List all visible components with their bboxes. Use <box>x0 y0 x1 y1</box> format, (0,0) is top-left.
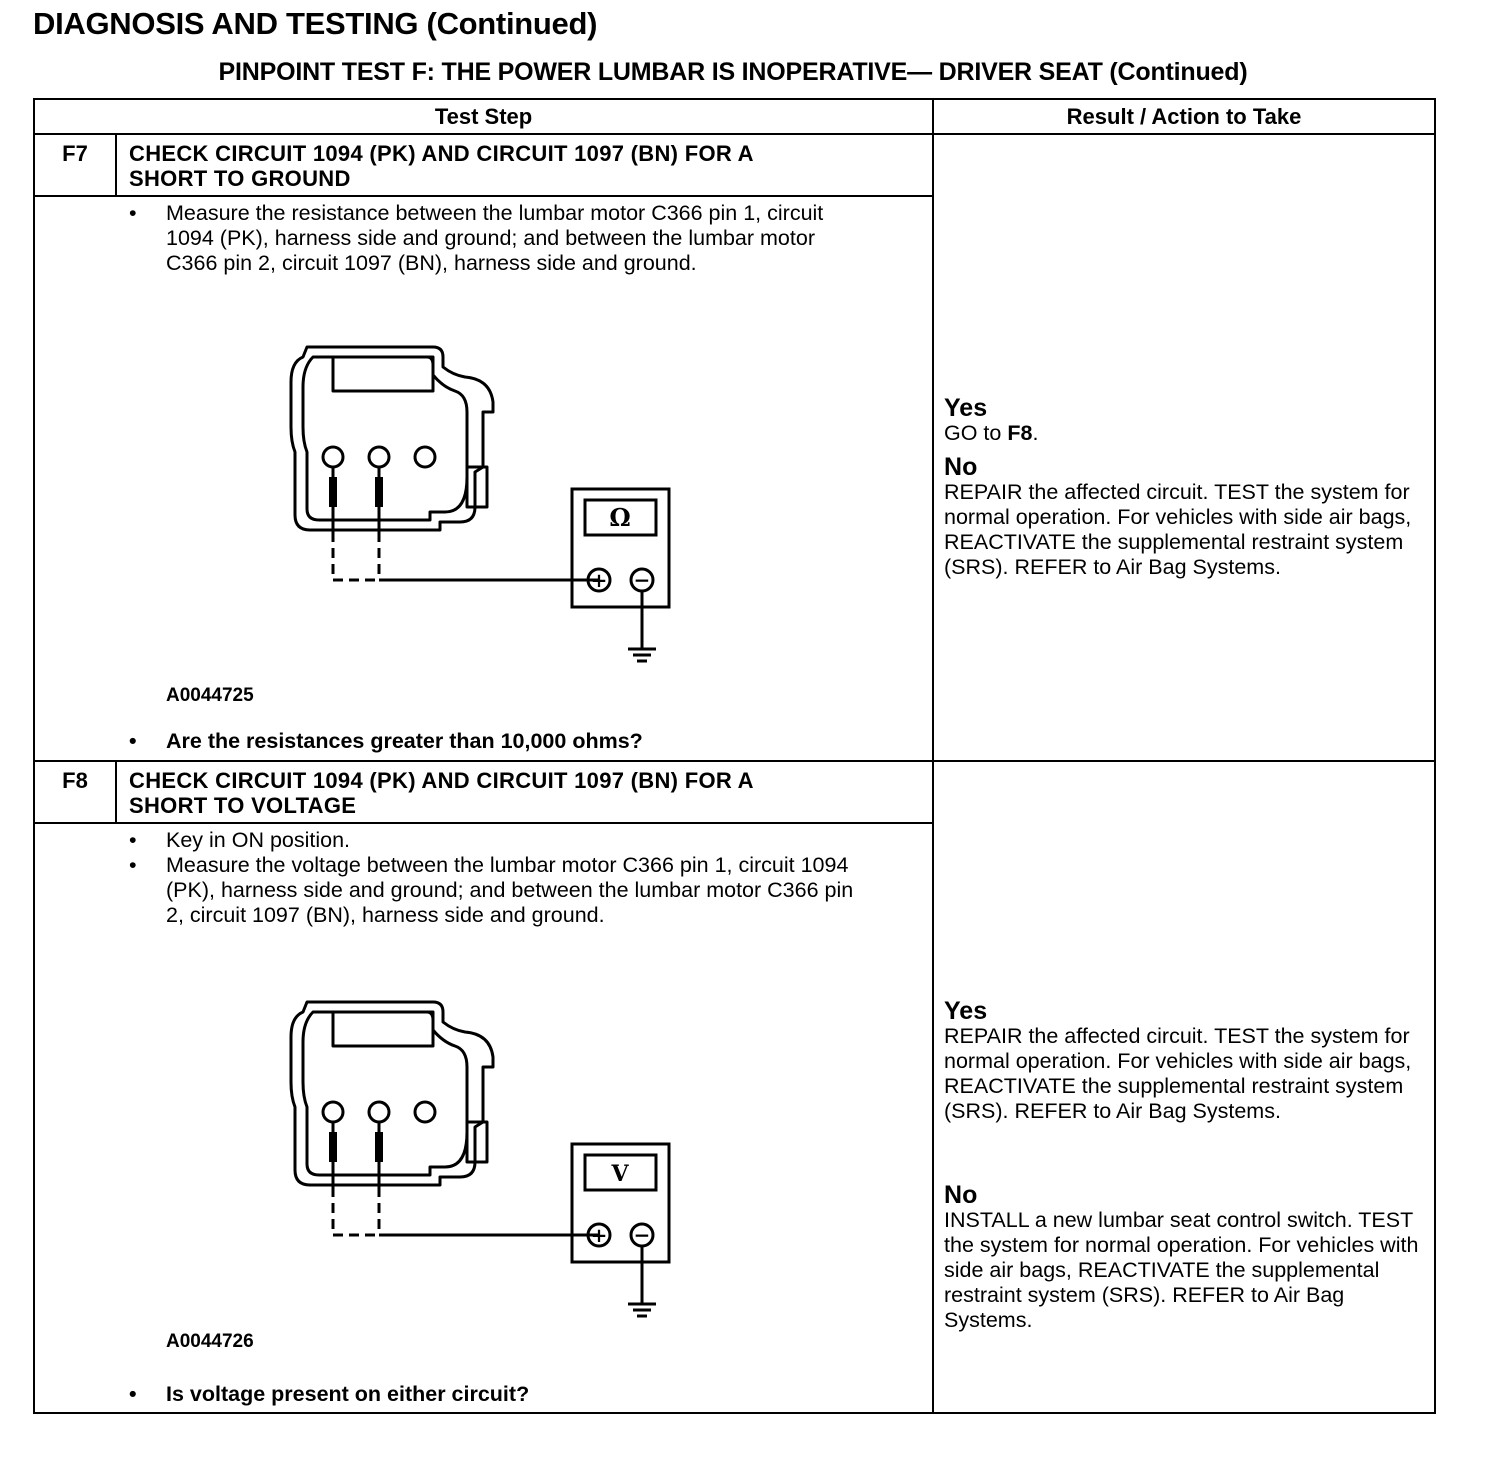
connector-meter-diagram <box>215 327 735 707</box>
pin-2-icon <box>369 447 389 467</box>
connector-meter-diagram <box>215 982 735 1362</box>
step-title-line: SHORT TO VOLTAGE <box>129 793 357 818</box>
figure-id: A0044725 <box>166 685 254 706</box>
yes-action-text: GO to <box>944 421 1008 445</box>
question-item: • Is voltage present on either circuit? <box>166 1382 569 1407</box>
connector-inner-shell <box>303 1012 467 1175</box>
step-title <box>116 761 933 823</box>
pin-2-icon <box>369 1102 389 1122</box>
table-header-row <box>34 99 1435 134</box>
pin-3-icon <box>415 1102 435 1122</box>
step-title-line: SHORT TO GROUND <box>129 166 351 191</box>
plus-symbol: + <box>590 568 608 592</box>
no-label: No <box>944 1181 978 1209</box>
plus-symbol: + <box>590 1223 608 1247</box>
jumper-dashed-line <box>333 532 379 580</box>
meter-symbol: V <box>611 1161 629 1187</box>
instruction-item: • Measure the resistance between the lumbar motor C366 pin 1, circuit 1094 (PK), harness side and ground; and between the lumbar motor C366 pin 2, circuit 1097 (BN), harness side and ground. <box>166 201 912 276</box>
jumper-dashed-line <box>333 1187 379 1235</box>
step-title-line: CHECK CIRCUIT 1094 (PK) AND CIRCUIT 1097 (BN) FOR A <box>129 768 754 793</box>
pin-1-icon <box>323 447 343 467</box>
connector-inner-shell <box>303 357 467 520</box>
pin-1-icon <box>323 1102 343 1122</box>
probe-1-tip <box>329 1132 337 1162</box>
instruction-list <box>35 201 912 276</box>
question-item: • Are the resistances greater than 10,000 ohms? <box>166 729 683 754</box>
instruction-list <box>35 828 912 928</box>
step-id: F8 <box>34 761 116 823</box>
connector-pins <box>323 1102 435 1122</box>
minus-symbol: − <box>633 568 651 592</box>
connector-c366-icon <box>291 1002 493 1185</box>
minus-symbol: − <box>633 1223 651 1247</box>
no-action: INSTALL a new lumbar seat control switch. TEST the system for normal operation. For vehicles with side air bags, REACTIVATE the supplemental restraint system (SRS). REFER to Air Bag Systems. <box>944 1208 1419 1332</box>
step-title-line: CHECK CIRCUIT 1094 (PK) AND CIRCUIT 1097 (BN) FOR A <box>129 141 754 166</box>
pinpoint-test-table <box>33 98 1436 1414</box>
question-list <box>35 1382 569 1407</box>
probe-2-tip <box>375 1132 383 1162</box>
figure-id: A0044726 <box>166 1331 254 1352</box>
page-title: DIAGNOSIS AND TESTING (Continued) <box>33 6 598 41</box>
instruction-item: • Measure the voltage between the lumbar motor C366 pin 1, circuit 1094 (PK), harness side and ground; and between the lumbar motor C366 pin 2, circuit 1097 (BN), harness side and ground. <box>166 853 912 928</box>
connector-latch <box>333 1012 433 1046</box>
step-f7-body <box>34 196 933 761</box>
instruction-item: • Key in ON position. <box>166 828 912 853</box>
yes-action: REPAIR the affected circuit. TEST the system for normal operation. For vehicles with side air bags, REACTIVATE the supplemental restraint system (SRS). REFER to Air Bag Systems. <box>944 1024 1412 1123</box>
connector-pins <box>323 447 435 467</box>
probe-1-tip <box>329 477 337 507</box>
step-f8-result <box>933 761 1435 1413</box>
yes-action-suffix: . <box>1032 421 1039 445</box>
connector-latch <box>333 357 433 391</box>
step-id: F7 <box>34 134 116 196</box>
yes-action <box>944 421 1038 445</box>
question-list <box>35 729 683 754</box>
connector-c366-icon <box>291 347 493 530</box>
col-header-result: Result / Action to Take <box>933 99 1435 134</box>
probe-2-tip <box>375 477 383 507</box>
no-label: No <box>944 453 978 481</box>
no-action: REPAIR the affected circuit. TEST the system for normal operation. For vehicles with side air bags, REACTIVATE the supplemental restraint system (SRS). REFER to Air Bag Systems. <box>944 480 1412 579</box>
step-f8-body <box>34 823 933 1413</box>
test-probes <box>329 1122 599 1235</box>
connector-side-tab <box>467 1122 487 1162</box>
yes-label: Yes <box>944 394 988 422</box>
meter-symbol: Ω <box>609 503 631 532</box>
yes-label: Yes <box>944 997 988 1025</box>
step-reference-link[interactable]: F8 <box>1007 421 1033 445</box>
step-f7-title-row <box>34 134 1435 196</box>
connector-side-tab <box>467 467 487 507</box>
col-header-test-step: Test Step <box>34 99 933 134</box>
step-f7-result <box>933 134 1435 761</box>
step-title <box>116 134 933 196</box>
test-probes <box>329 467 599 580</box>
pin-3-icon <box>415 447 435 467</box>
pinpoint-test-title: PINPOINT TEST F: THE POWER LUMBAR IS INOPERATIVE— DRIVER SEAT (Continued) <box>218 58 1248 86</box>
step-f8-title-row <box>34 761 1435 823</box>
